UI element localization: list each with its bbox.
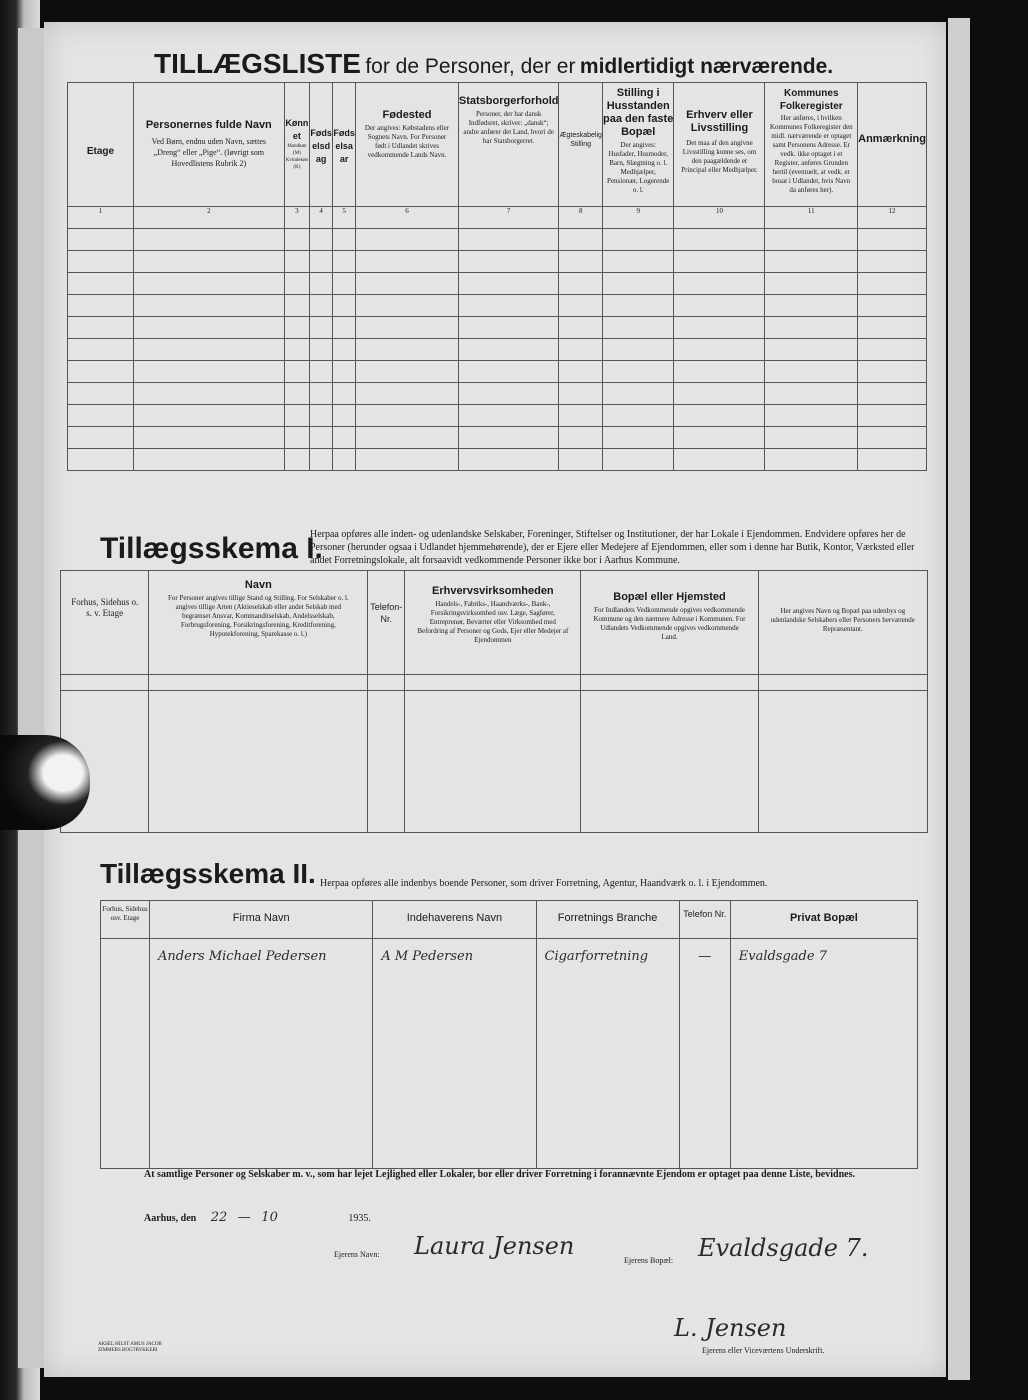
col-birthplace	[356, 83, 459, 207]
owner-name-value: Laura Jensen	[414, 1232, 575, 1260]
header-label: Fødested	[382, 109, 432, 121]
schema2-title: Tillægsskema II.	[100, 858, 316, 889]
form-page	[44, 22, 946, 1377]
table-row	[61, 691, 928, 833]
col-number: 4	[310, 207, 333, 229]
header-label: Anmærkning	[858, 133, 926, 145]
table-row	[68, 229, 927, 251]
cell-etage	[101, 939, 150, 1169]
col-indehaver	[373, 901, 536, 939]
col-navn	[149, 571, 368, 675]
table-row	[61, 675, 928, 691]
header-label: Fødselsdag	[310, 128, 332, 164]
table-header-row	[61, 571, 928, 675]
table-row	[68, 449, 927, 471]
attestation-text: At samtlige Personer og Selskaber m. v., som har lejet Lejlighed eller Lokaler, bor eller driver Forretning i forannævnte Ejendom er optaget paa denne Liste, bevidnes.	[144, 1169, 855, 1180]
col-number: 2	[134, 207, 285, 229]
col-remarks	[858, 83, 927, 207]
cell-indehaver: A M Pedersen	[373, 939, 536, 1169]
header-label: Firma Navn	[232, 912, 290, 924]
col-birthday	[310, 83, 333, 207]
col-erhverv	[405, 571, 581, 675]
header-label: Telefon Nr.	[683, 909, 727, 919]
schema1-description: Herpaa opføres alle inden- og udenlandske Selskaber, Foreninger, Stiftelser og Institutioner, der har Lokale i Ejendommen. Endvidere opføres her de Personer (herunder ogsaa i Udlandet hjemmehørende), der er Ejere eller Medejere af Ejendommen, eller som i denne har Butik, Kontor, Værksted eller andet Forretningslokale, alt forsaavidt vedkommende Personer ikke bor i Aarhus Kommune.	[310, 529, 915, 566]
header-note: Telefon-Nr.	[370, 602, 403, 624]
page-title	[154, 48, 914, 80]
col-number: 9	[602, 207, 674, 229]
header-note: Der angives: Købstadens eller Sognets Navn. For Personer født i Udlandet skrives vedkommende Lands Navn.	[364, 124, 450, 159]
col-number: 7	[458, 207, 559, 229]
cell-branche: Cigarforretning	[536, 939, 679, 1169]
col-etage	[68, 83, 134, 207]
col-telefon	[368, 571, 405, 675]
col-gender	[284, 83, 310, 207]
table-row	[68, 383, 927, 405]
col-privat-bopael	[730, 901, 917, 939]
signature-label: Ejerens eller Viceværtens Underskrift.	[702, 1346, 825, 1355]
table-row	[68, 251, 927, 273]
header-label: Etage	[86, 146, 115, 157]
header-note: Her angives Navn og Bopæl paa udenbys og udenlandske Selskabers eller Personers herværende Repræsentant.	[770, 607, 915, 633]
col-etage	[101, 901, 150, 939]
col-occupation	[674, 83, 765, 207]
header-label: Stilling i Husstanden paa den faste Bopæl	[603, 87, 674, 138]
col-number: 10	[674, 207, 765, 229]
tillaegsliste-table	[67, 82, 927, 471]
col-number: 6	[356, 207, 459, 229]
table-header-row	[101, 901, 918, 939]
header-label: Navn	[244, 579, 272, 591]
table-row	[68, 339, 927, 361]
col-number: 1	[68, 207, 134, 229]
table-row	[68, 317, 927, 339]
schema2-description: Herpaa opføres alle indenbys boende Personer, som driver Forretning, Agentur, Haandværk o. l. i Ejendommen.	[320, 878, 768, 889]
schema2-table	[100, 900, 918, 1169]
cell-firma: Anders Michael Pedersen	[150, 939, 373, 1169]
col-bopael	[581, 571, 758, 675]
date-month: 10	[261, 1210, 278, 1225]
table-row	[68, 405, 927, 427]
schema1-title: Tillægsskema I.	[100, 532, 323, 565]
header-label: Forhus, Sidehus osv. Etage	[102, 905, 148, 922]
owner-name-label: Ejerens Navn:	[334, 1250, 380, 1259]
next-page-edge	[948, 18, 970, 1380]
finger-holding-page	[0, 735, 90, 830]
header-note: Personer, der har dansk Indfødsret, skriver: „dansk“; andre anfører det Land, hvori de har Statsborgerret.	[463, 110, 554, 145]
header-note: Der angives: Husfader, Husmoder, Barn, Slægtning o. l. Medhjælper, Pensionær, Logerende o. l.	[607, 141, 670, 194]
header-note: Ved Børn, endnu uden Navn, sættes „Dreng“ eller „Pige“. (Iøvrigt som Hovedlistens Rubrik 2)	[151, 137, 267, 168]
col-branche	[536, 901, 679, 939]
table-row	[68, 427, 927, 449]
header-note: For Personer angives tillige Stand og Stilling. For Selskaber o. l. angives tillige Arten (Aktieselskab eller andet Selskab med begrænset Ansvar, Kommanditselskab, Andelsselskab, Forbrugsforening, Forsikringsforening, Kreditforening, Hypotekforening, Sparekasse o. l.)	[168, 594, 349, 638]
date-day: 22	[210, 1210, 228, 1225]
header-label: Kønnet	[285, 118, 309, 141]
header-note: Forhus, Sidehus o. s. v. Etage	[71, 597, 139, 618]
header-note: For Indlandets Vedkommende opgives vedkommende Kommune og den nærmere Adresse i Kommunen. For Udlandets Vedkommende opgives vedkommende Land.	[593, 606, 746, 641]
header-label: Indehaverens Navn	[406, 912, 503, 924]
col-birthyear	[333, 83, 356, 207]
header-label: Forretnings Branche	[557, 912, 658, 924]
header-label: Statsborgerforhold	[458, 95, 559, 107]
header-note: Handels-, Fabriks-, Haandværks-, Bank-, Forsikringsvirksomhed osv. Læge, Sagfører, Entreprenør, Beværter eller Virksomhed med Befordring af Personer og Gods, Ejer eller Medejer af Ejendommen	[417, 600, 569, 644]
header-note: Det maa af den angivne Livsstilling kunne ses, om den paagældende er Principal eller Medhjælper.	[681, 139, 758, 174]
col-number: 5	[333, 207, 356, 229]
table-header-row	[68, 83, 927, 207]
table-row	[68, 295, 927, 317]
title-rest2: midlertidigt nærværende.	[579, 55, 834, 78]
title-main: TILLÆGSLISTE	[154, 48, 361, 79]
cell-telefon: —	[679, 939, 730, 1169]
header-label: Fødselsaar	[333, 128, 355, 164]
col-number: 8	[559, 207, 602, 229]
col-firma	[150, 901, 373, 939]
schema1-table	[60, 570, 928, 833]
table-row	[101, 939, 918, 1169]
header-note: Ægteskabelig Stilling	[559, 132, 602, 148]
header-label: Privat Bopæl	[789, 912, 858, 924]
owner-address-value: Evaldsgade 7.	[698, 1234, 869, 1262]
col-repraesentant	[758, 571, 927, 675]
col-number: 3	[284, 207, 310, 229]
header-label: Personernes fulde Navn	[145, 119, 272, 131]
col-name	[134, 83, 285, 207]
cell-privat-bopael: Evaldsgade 7	[730, 939, 917, 1169]
title-rest1: for de Personer, der er	[365, 55, 576, 78]
year: 1935.	[348, 1213, 371, 1224]
col-register	[765, 83, 858, 207]
col-household	[602, 83, 674, 207]
printer-imprint: AKSEL HILST AMUS JACOB ZIMMERS BOGTRYKKERI	[98, 1342, 162, 1353]
header-label: Bopæl eller Hjemsted	[613, 591, 726, 603]
date-line	[144, 1210, 371, 1225]
table-row	[68, 361, 927, 383]
header-label: Erhverv eller Livsstilling	[686, 109, 753, 134]
date-dash: —	[237, 1210, 251, 1225]
col-citizenship	[458, 83, 559, 207]
place-label: Aarhus, den	[144, 1213, 197, 1224]
col-telefon	[679, 901, 730, 939]
header-note: Her anføres, i hvilken Kommunes Folkeregister den midl. nærværende er optaget samt Personens Adresse. Er vedk. ikke optaget i et Register, anføres Grunden hertil (eventuelt, at vedk. er bosat i Udlandet, hvis Navn da anføres her).	[769, 114, 853, 194]
header-note: Mandkøn (M) Kvindekøn (K)	[285, 144, 309, 170]
column-number-row	[68, 207, 927, 229]
header-label: Kommunes Folkeregister	[779, 88, 843, 112]
table-row	[68, 273, 927, 295]
col-number: 12	[858, 207, 927, 229]
signature: L. Jensen	[674, 1314, 787, 1342]
owner-address-label: Ejerens Bopæl:	[624, 1256, 674, 1265]
col-etage	[61, 571, 149, 675]
col-marital	[559, 83, 602, 207]
header-label: Erhvervsvirksomheden	[431, 585, 554, 597]
col-number: 11	[765, 207, 858, 229]
